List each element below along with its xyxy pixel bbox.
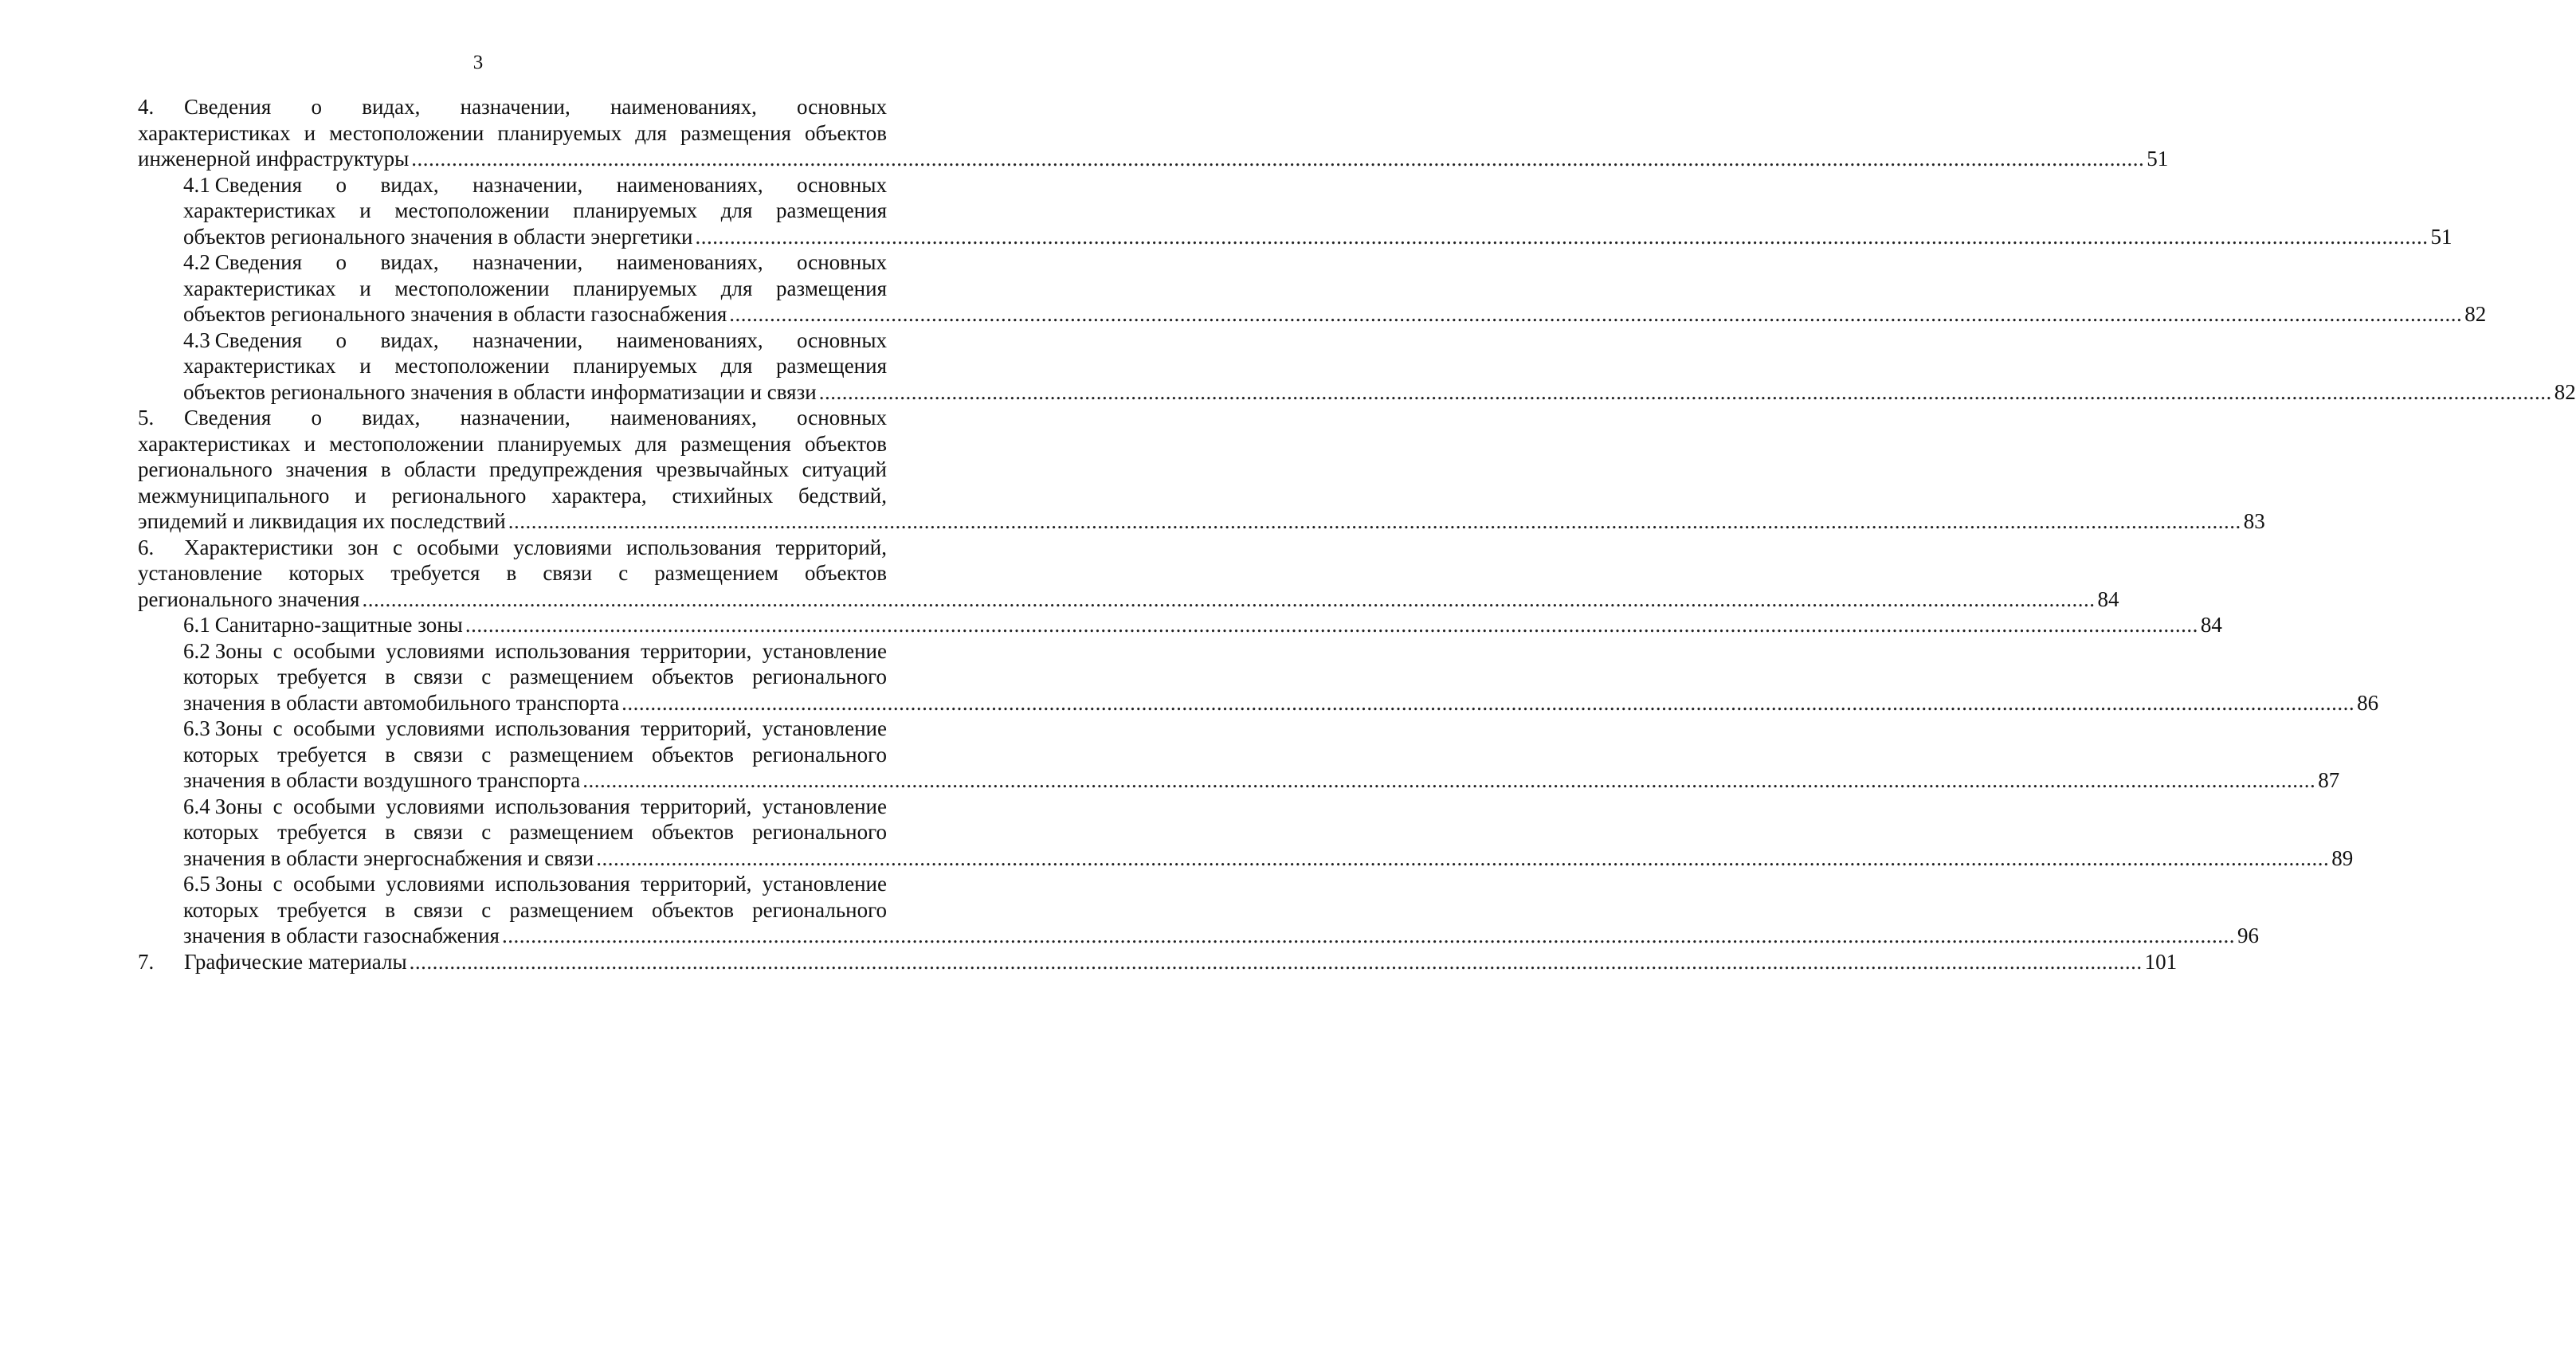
toc-entry-number: 4.	[138, 95, 155, 119]
toc-entry-text: которых требуется в связи с размещением объектов регионального	[183, 897, 887, 922]
toc-leader-dots: ............................................................................................................................................................................................................................................................................................................	[508, 509, 2241, 533]
toc-entry-text: Зоны с особыми условиями использования территорий, установление	[214, 794, 887, 818]
toc-page-number: 82	[2464, 302, 2487, 326]
toc-leader-dots: ............................................................................................................................................................................................................................................................................................................	[621, 690, 2355, 715]
toc-entry-line	[138, 431, 887, 457]
toc-entry-last-line	[183, 845, 2354, 872]
toc-leader-dots: ............................................................................................................................................................................................................................................................................................................	[729, 302, 2463, 326]
toc-leader-dots: ............................................................................................................................................................................................................................................................................................................	[465, 613, 2198, 637]
toc-leader-dots: ............................................................................................................................................................................................................................................................................................................	[818, 379, 2552, 404]
toc-entry[interactable]	[138, 794, 2354, 872]
toc-entry-text: которых требуется в связи с размещением объектов регионального	[183, 820, 887, 844]
toc-entry-text: характеристиках и местоположении планируемых для размещения объектов	[138, 431, 887, 456]
toc-page-number: 86	[2357, 690, 2379, 715]
toc-entry-number: 6.5	[183, 872, 210, 896]
toc-entry-text: значения в области автомобильного транспорта	[183, 690, 620, 715]
toc-entry-text: которых требуется в связи с размещением объектов регионального	[183, 742, 887, 767]
toc-entry-line	[183, 638, 887, 665]
toc-entry-line	[138, 405, 887, 431]
toc-entry-line	[183, 198, 887, 224]
toc-entry-text: которых требуется в связи с размещением объектов регионального	[183, 665, 887, 688]
toc-entry-line	[183, 664, 887, 690]
page-number: 3	[472, 52, 484, 73]
toc-entry-number: 4.2	[183, 250, 210, 274]
toc-leader-dots: ............................................................................................................................................................................................................................................................................................................	[362, 586, 2096, 611]
toc-page-number: 84	[2097, 586, 2119, 611]
toc-leader-dots: ............................................................................................................................................................................................................................................................................................................	[501, 924, 2235, 947]
toc-page-number: 51	[2147, 147, 2169, 171]
toc-entry-text: Санитарно-защитные зоны	[214, 613, 463, 637]
table-of-contents	[138, 94, 2576, 975]
toc-entry[interactable]	[138, 94, 2169, 172]
toc-entry-line	[138, 535, 887, 561]
toc-entry[interactable]	[138, 535, 2119, 613]
toc-entry-line	[183, 819, 887, 845]
toc-page-number: 51	[2430, 224, 2452, 249]
toc-entry-number: 6.	[138, 535, 155, 559]
toc-entry-text: значения в области газоснабжения	[183, 924, 500, 947]
toc-page-number: 83	[2243, 509, 2265, 533]
toc-entry[interactable]	[138, 405, 2265, 535]
toc-entry-last-line	[183, 923, 2259, 949]
toc-entry[interactable]	[138, 249, 2487, 328]
toc-entry-number: 6.2	[183, 638, 210, 663]
toc-entry[interactable]	[138, 871, 2259, 949]
toc-entry-line	[183, 716, 887, 742]
toc-entry-last-line	[183, 767, 2340, 794]
toc-entry-text: Сведения о видах, назначении, наименованиях, основных	[214, 250, 887, 274]
toc-entry-line	[183, 897, 887, 924]
toc-entry-text: Сведения о видах, назначении, наименованиях, основных	[214, 328, 887, 352]
toc-entry-number: 7.	[138, 949, 155, 974]
toc-entry-text: объектов регионального значения в области энергетики	[183, 224, 693, 249]
toc-entry[interactable]	[138, 612, 2222, 638]
toc-entry-last-line	[183, 224, 2452, 250]
toc-page-number: 101	[2144, 949, 2178, 974]
toc-entry-text: регионального значения	[138, 586, 360, 611]
toc-entry-last-line	[183, 690, 2379, 716]
toc-entry-text: Сведения о видах, назначении, наименованиях, основных	[184, 406, 887, 429]
toc-entry[interactable]	[138, 949, 2178, 975]
toc-entry[interactable]	[138, 716, 2340, 794]
toc-entry-line	[183, 172, 887, 198]
toc-entry-text: характеристиках и местоположении планируемых для размещения	[183, 354, 887, 378]
toc-leader-dots: ............................................................................................................................................................................................................................................................................................................	[695, 224, 2429, 249]
toc-entry-line	[183, 328, 887, 354]
toc-entry-text: инженерной инфраструктуры	[138, 147, 410, 171]
toc-entry-text: установление которых требуется в связи с размещением объектов	[138, 561, 887, 585]
toc-entry-line	[183, 794, 887, 820]
toc-entry-line	[138, 483, 887, 509]
toc-leader-dots: ............................................................................................................................................................................................................................................................................................................	[582, 768, 2316, 792]
toc-entry-number: 5.	[138, 406, 155, 429]
toc-leader-dots: ............................................................................................................................................................................................................................................................................................................	[409, 949, 2143, 974]
toc-entry-line	[183, 353, 887, 379]
toc-entry-text: объектов регионального значения в области информатизации и связи	[183, 379, 817, 404]
toc-entry-line	[138, 94, 887, 120]
toc-page-number: 82	[2554, 379, 2576, 404]
toc-entry-line	[183, 249, 887, 276]
toc-entry-last-line	[138, 508, 2265, 535]
toc-entry-last-line	[183, 612, 2222, 638]
toc-entry-text: Зоны с особыми условиями использования территорий, установление	[214, 872, 887, 896]
toc-entry-number: 4.3	[183, 328, 210, 352]
toc-entry-line	[183, 742, 887, 768]
toc-entry-text: объектов регионального значения в области газоснабжения	[183, 302, 727, 326]
toc-entry-text: регионального значения в области предупреждения чрезвычайных ситуаций	[138, 457, 887, 481]
toc-page-number: 96	[2237, 924, 2259, 947]
toc-page-number: 89	[2331, 845, 2354, 870]
toc-entry-text: Графические материалы	[184, 949, 407, 974]
toc-entry[interactable]	[138, 638, 2379, 716]
toc-entry-last-line	[183, 379, 2576, 406]
toc-entry-last-line	[138, 949, 2178, 975]
toc-entry-number: 6.3	[183, 716, 210, 740]
toc-leader-dots: ............................................................................................................................................................................................................................................................................................................	[411, 147, 2145, 171]
toc-entry-line	[138, 560, 887, 586]
toc-entry-number: 4.1	[183, 172, 210, 197]
toc-entry-text: Характеристики зон с особыми условиями использования территорий,	[184, 535, 887, 559]
toc-entry-text: значения в области воздушного транспорта	[183, 768, 581, 792]
toc-entry-line	[138, 120, 887, 147]
toc-entry-text: Сведения о видах, назначении, наименованиях, основных	[214, 172, 887, 197]
toc-entry-text: Зоны с особыми условиями использования территорий, установление	[214, 716, 887, 740]
toc-entry-last-line	[138, 146, 2169, 172]
toc-entry-number: 6.4	[183, 794, 210, 818]
toc-leader-dots: ............................................................................................................................................................................................................................................................................................................	[596, 845, 2330, 870]
toc-entry-text: характеристиках и местоположении планируемых для размещения	[183, 198, 887, 222]
toc-entry-number: 6.1	[183, 613, 210, 637]
toc-entry-last-line	[138, 586, 2119, 613]
toc-entry-last-line	[183, 301, 2487, 328]
toc-entry-line	[138, 457, 887, 483]
toc-entry-text: межмуниципального и регионального характера, стихийных бедствий,	[138, 483, 887, 508]
toc-entry-text: Сведения о видах, назначении, наименованиях, основных	[184, 95, 887, 119]
toc-entry-line	[183, 276, 887, 302]
toc-page-number: 84	[2200, 613, 2222, 637]
toc-entry-text: характеристиках и местоположении планируемых для размещения объектов	[138, 120, 887, 145]
toc-entry[interactable]	[138, 172, 2452, 250]
toc-entry-text: эпидемий и ликвидация их последствий	[138, 509, 506, 533]
toc-entry-line	[183, 871, 887, 897]
toc-entry[interactable]	[138, 328, 2576, 406]
toc-entry-text: значения в области энергоснабжения и связи	[183, 845, 594, 870]
toc-entry-text: Зоны с особыми условиями использования территории, установление	[214, 638, 887, 663]
toc-page-number: 87	[2318, 768, 2340, 792]
toc-entry-text: характеристиках и местоположении планируемых для размещения	[183, 276, 887, 300]
